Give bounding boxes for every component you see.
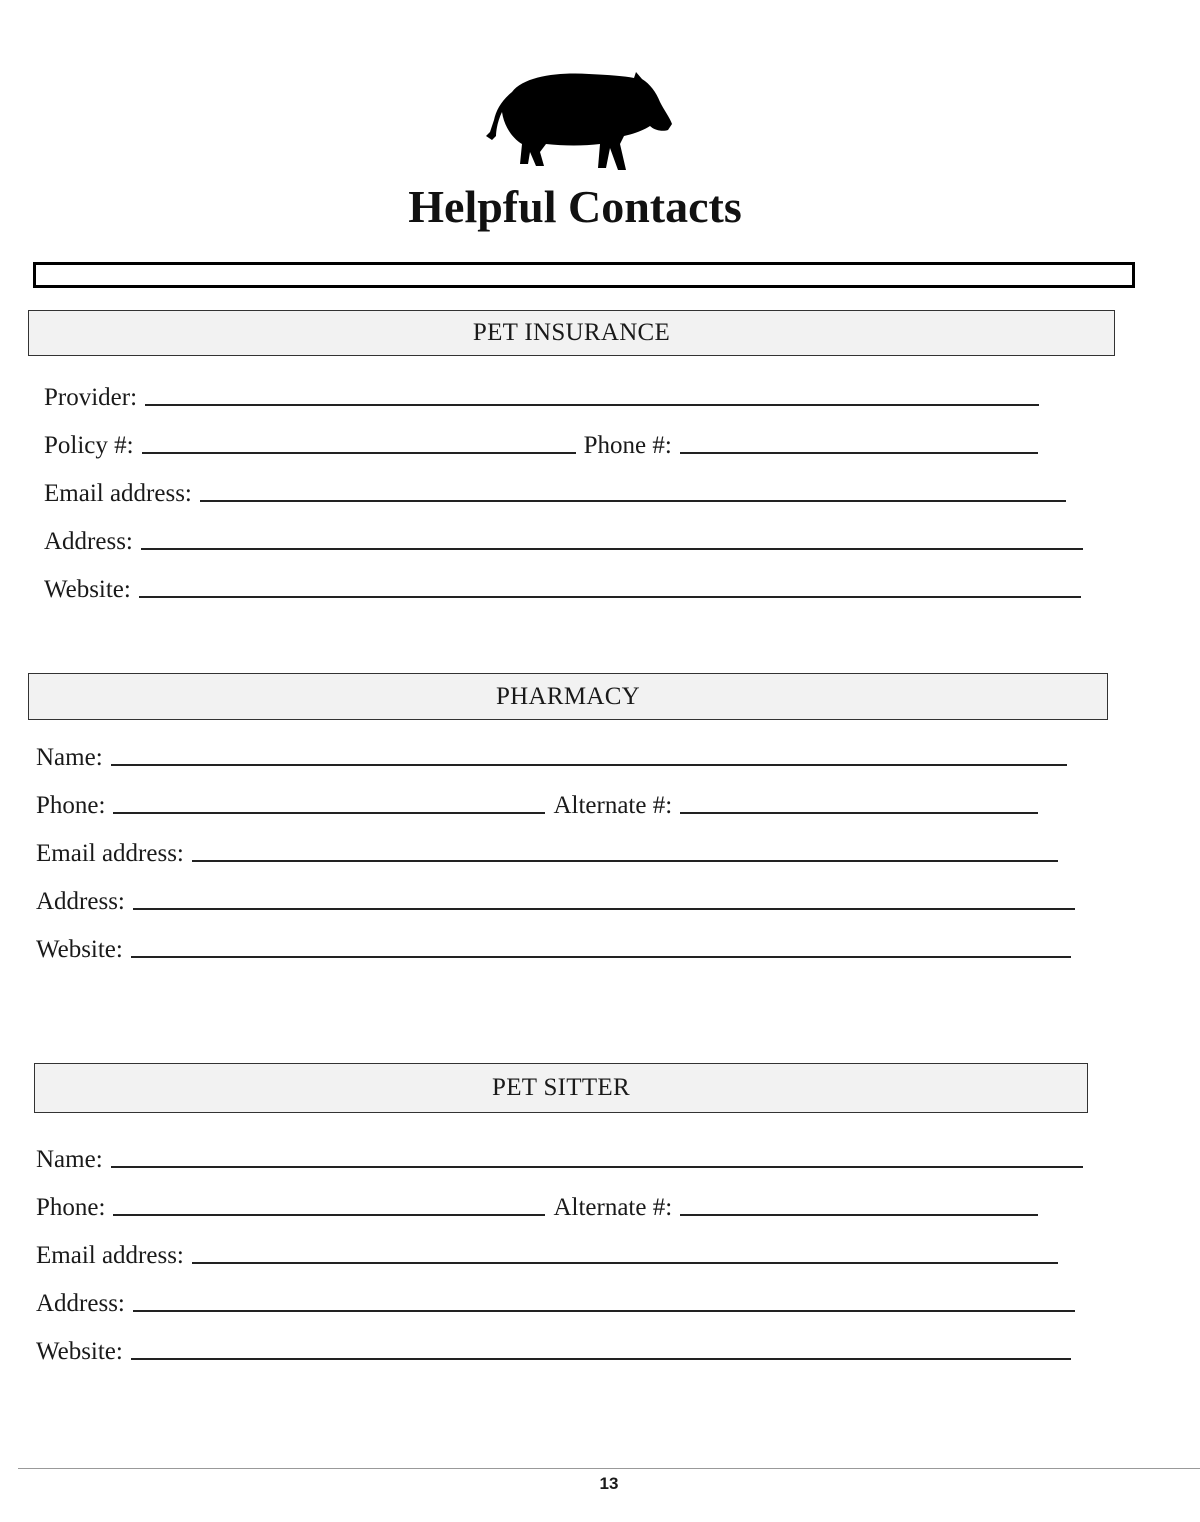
pharmacy-address-field[interactable] xyxy=(133,908,1075,910)
pharmacy-phone-row xyxy=(36,786,1038,820)
pharmacy-name-field[interactable] xyxy=(111,764,1067,766)
email-label: Email address: xyxy=(44,480,192,507)
pharmacy-alternate-field[interactable] xyxy=(680,812,1038,814)
pharmacy-name-label: Name: xyxy=(36,744,103,771)
pharmacy-alternate-label: Alternate #: xyxy=(553,792,673,819)
sitter-website-label: Website: xyxy=(36,1338,123,1365)
sitter-address-field[interactable] xyxy=(133,1310,1075,1312)
email-row xyxy=(44,474,1066,508)
footer-divider xyxy=(18,1468,1200,1469)
sitter-email-label: Email address: xyxy=(36,1242,184,1269)
sitter-email-field[interactable] xyxy=(192,1262,1058,1264)
provider-row xyxy=(44,378,1039,412)
section-header-label: PET INSURANCE xyxy=(472,319,671,346)
policy-field[interactable] xyxy=(142,452,576,454)
phone-label: Phone #: xyxy=(583,432,672,459)
sitter-name-field[interactable] xyxy=(111,1166,1083,1168)
section-header-pharmacy xyxy=(28,673,1108,720)
sitter-address-label: Address: xyxy=(36,1290,125,1317)
sitter-phone-row xyxy=(36,1188,1038,1222)
pig-silhouette-icon xyxy=(484,70,674,174)
section-header-pet-sitter xyxy=(34,1063,1088,1113)
pharmacy-website-label: Website: xyxy=(36,936,123,963)
website-field[interactable] xyxy=(139,596,1081,598)
website-label: Website: xyxy=(44,576,131,603)
pharmacy-email-row xyxy=(36,834,1058,868)
sitter-name-row xyxy=(36,1140,1083,1174)
pharmacy-email-label: Email address: xyxy=(36,840,184,867)
phone-field[interactable] xyxy=(680,452,1038,454)
pharmacy-name-row xyxy=(36,738,1067,772)
page-title: Helpful Contacts xyxy=(408,181,742,232)
pharmacy-address-label: Address: xyxy=(36,888,125,915)
thick-bordered-box xyxy=(33,262,1135,288)
email-field[interactable] xyxy=(200,500,1066,502)
address-label: Address: xyxy=(44,528,133,555)
section-header-label: PET SITTER xyxy=(492,1074,630,1101)
sitter-website-field[interactable] xyxy=(131,1358,1071,1360)
sitter-email-row xyxy=(36,1236,1058,1270)
section-header-pet-insurance xyxy=(28,310,1115,356)
pharmacy-website-field[interactable] xyxy=(131,956,1071,958)
address-row xyxy=(44,522,1083,556)
page-number: 13 xyxy=(599,1474,619,1493)
sitter-address-row xyxy=(36,1284,1075,1318)
sitter-phone-label: Phone: xyxy=(36,1194,106,1221)
pharmacy-phone-field[interactable] xyxy=(113,812,545,814)
sitter-phone-field[interactable] xyxy=(113,1214,545,1216)
address-field[interactable] xyxy=(141,548,1083,550)
section-header-label: PHARMACY xyxy=(495,682,641,710)
website-row xyxy=(44,570,1081,604)
sitter-alternate-label: Alternate #: xyxy=(553,1194,673,1221)
policy-phone-row xyxy=(44,426,1038,460)
pharmacy-email-field[interactable] xyxy=(192,860,1058,862)
provider-field[interactable] xyxy=(145,404,1039,406)
pharmacy-address-row xyxy=(36,882,1075,916)
policy-label: Policy #: xyxy=(44,432,134,459)
pharmacy-website-row xyxy=(36,930,1071,964)
sitter-website-row xyxy=(36,1332,1071,1366)
sitter-name-label: Name: xyxy=(36,1146,103,1173)
pharmacy-phone-label: Phone: xyxy=(36,792,106,819)
sitter-alternate-field[interactable] xyxy=(680,1214,1038,1216)
provider-label: Provider: xyxy=(44,384,138,411)
